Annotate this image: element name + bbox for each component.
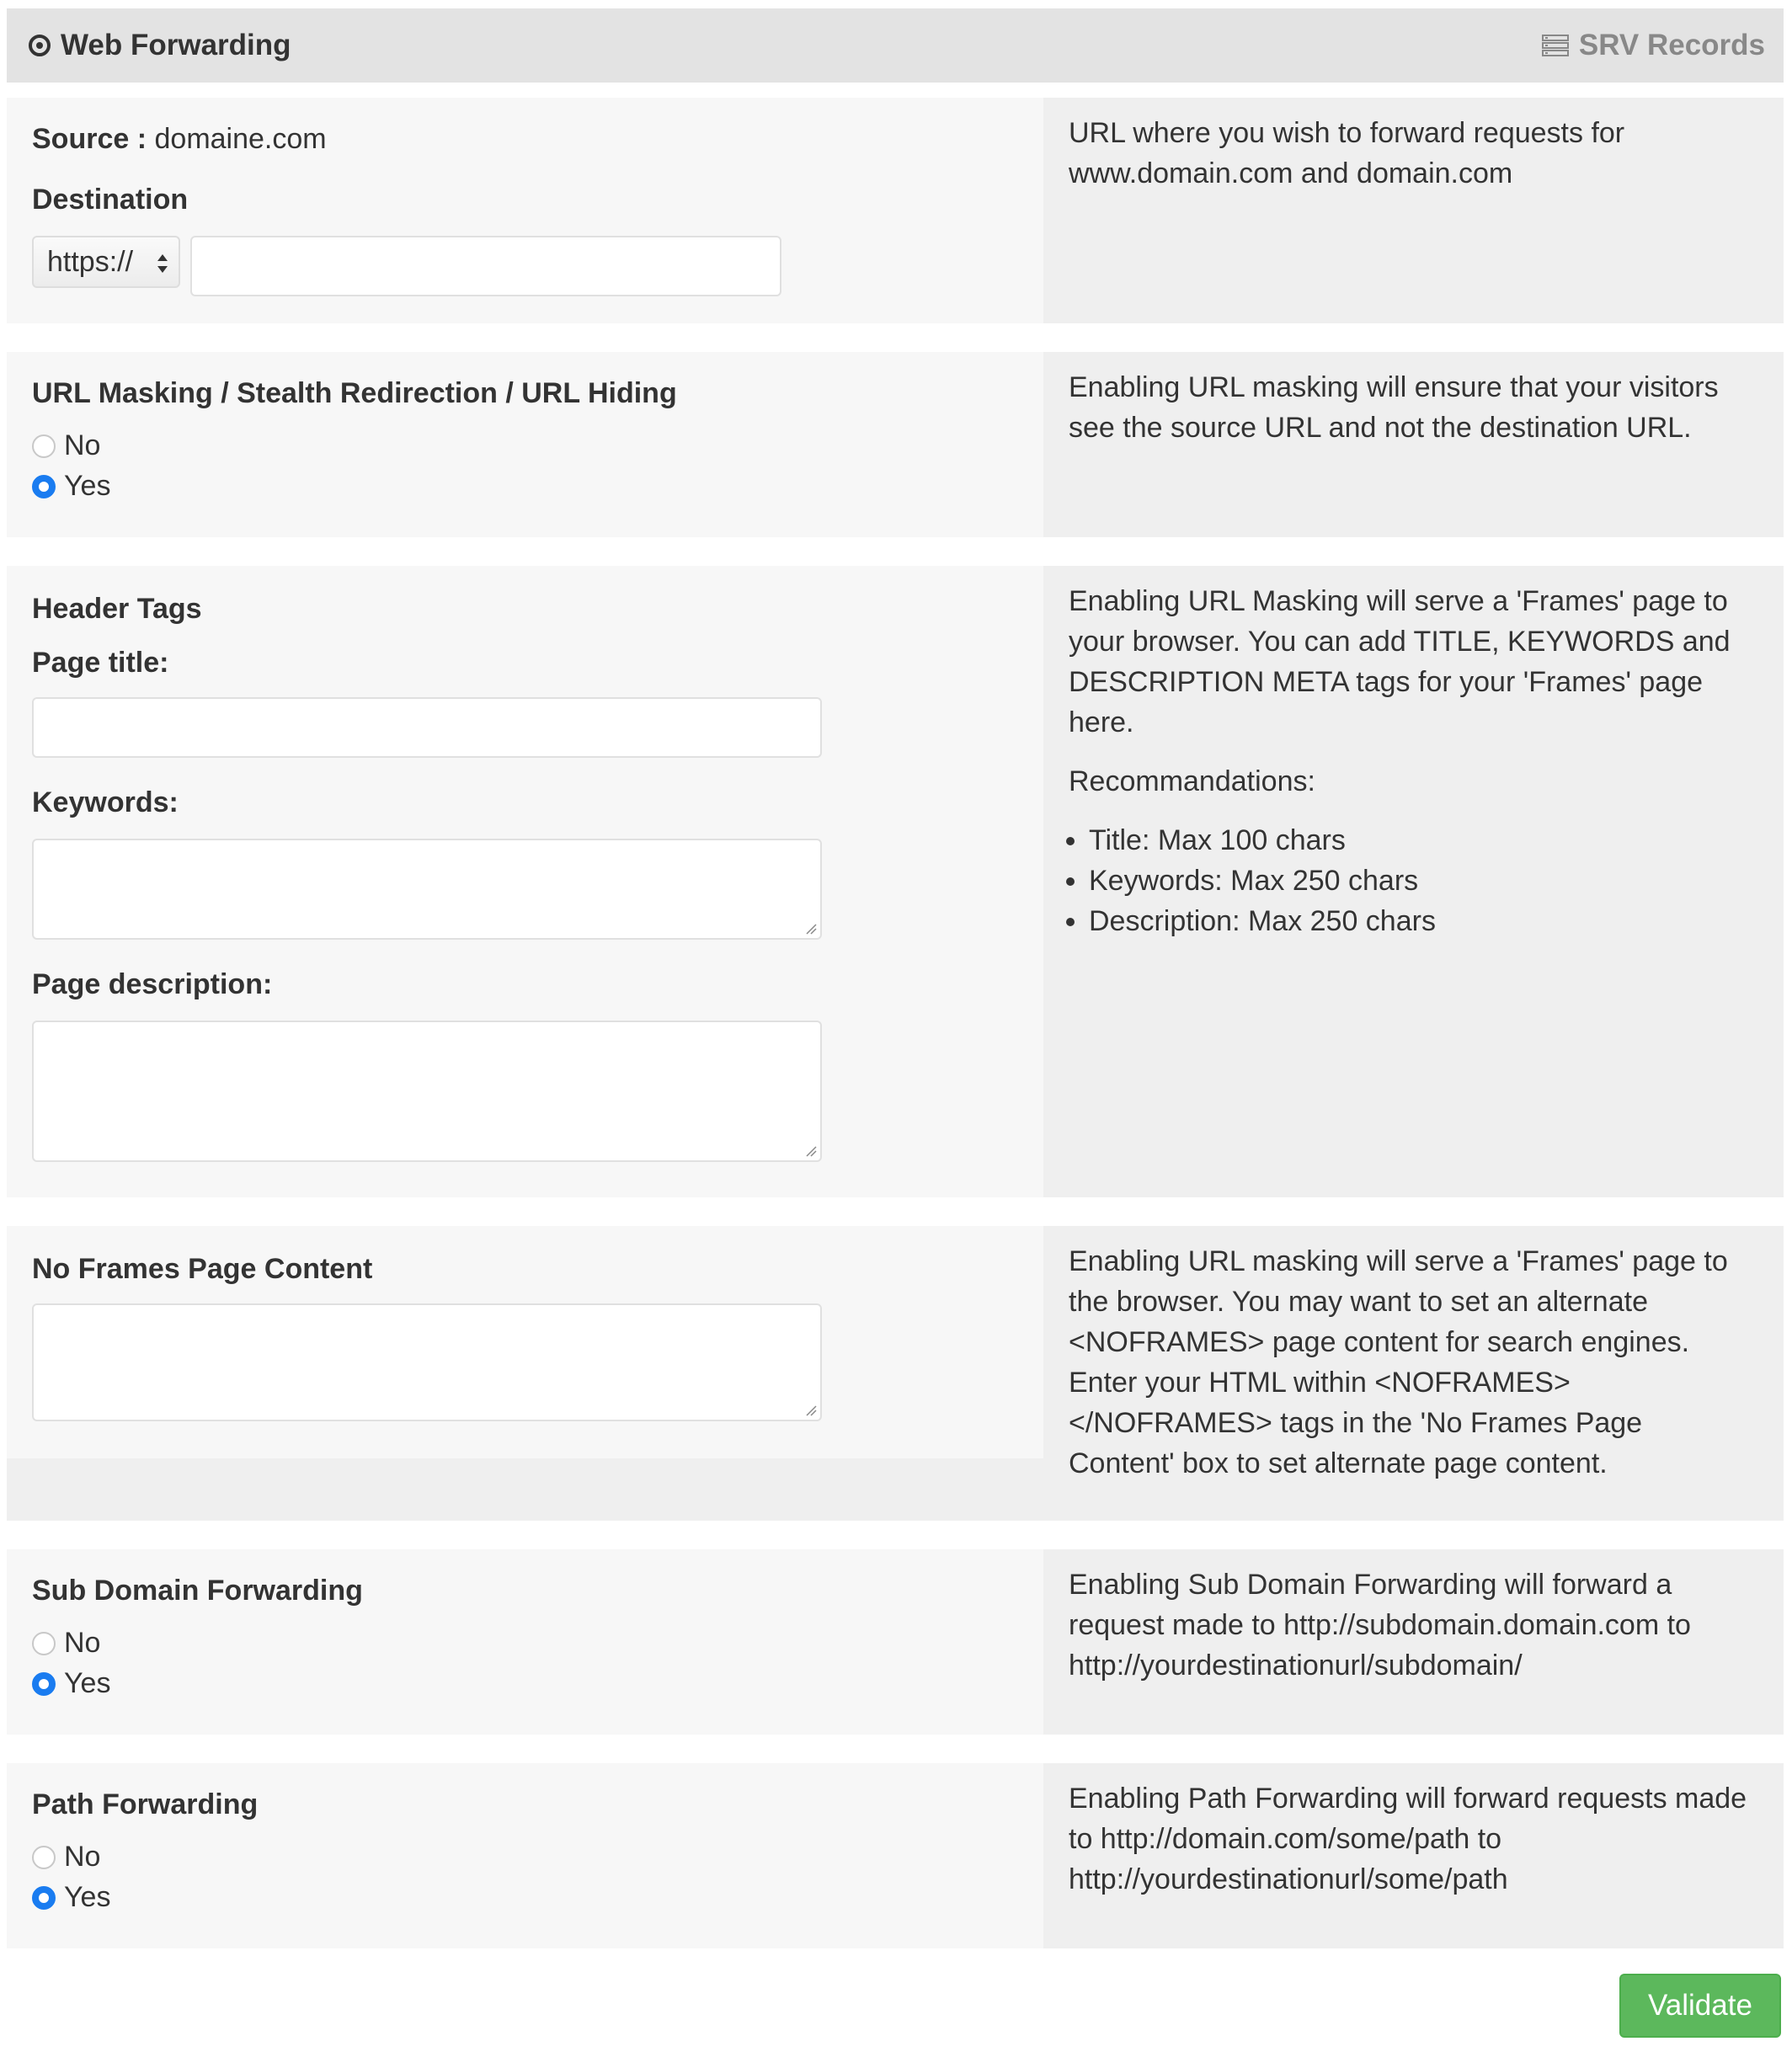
server-icon bbox=[1542, 35, 1569, 56]
path-forwarding-help bbox=[1043, 1763, 1784, 1948]
keywords-label: Keywords: bbox=[32, 786, 179, 818]
path-forwarding-form bbox=[7, 1763, 1043, 1948]
url-masking-no-radio[interactable] bbox=[32, 434, 56, 458]
destination-section bbox=[7, 98, 1784, 323]
keywords-textarea[interactable] bbox=[32, 839, 822, 940]
srv-records-link[interactable] bbox=[1542, 29, 1765, 62]
noframes-help-text: Enabling URL masking will serve a 'Frames' page to the browser. You may want to set an alternate <NOFRAMES> page content for search engines. Enter your HTML within <NOFRAMES> </NOFRAMES> tags in the 'No Frames Page Content' box to set alternate page content. bbox=[1069, 1245, 1728, 1479]
url-masking-help-text: Enabling URL masking will ensure that your visitors see the source URL and not the destination URL. bbox=[1069, 371, 1719, 444]
resize-grip-icon[interactable] bbox=[805, 1404, 817, 1416]
path-no-label: No bbox=[64, 1841, 101, 1873]
source-label: Source : bbox=[32, 123, 147, 155]
noframes-help bbox=[1043, 1226, 1784, 1521]
page-title-input[interactable] bbox=[32, 697, 822, 758]
url-masking-no-option[interactable] bbox=[32, 429, 100, 462]
header-tags-form bbox=[7, 566, 1043, 1197]
subdomain-forwarding-help bbox=[1043, 1549, 1784, 1735]
path-yes-option[interactable] bbox=[32, 1881, 110, 1914]
path-yes-radio[interactable] bbox=[32, 1886, 56, 1910]
resize-grip-icon[interactable] bbox=[805, 923, 817, 935]
noframes-textarea[interactable] bbox=[32, 1303, 822, 1421]
url-masking-title: URL Masking / Stealth Redirection / URL Hiding bbox=[32, 377, 677, 409]
destination-help-text: URL where you wish to forward requests for www.domain.com and domain.com bbox=[1069, 117, 1625, 189]
validate-button[interactable]: Validate bbox=[1619, 1974, 1781, 2038]
subdomain-yes-radio[interactable] bbox=[32, 1672, 56, 1696]
subdomain-forwarding-form bbox=[7, 1549, 1043, 1735]
recommendations-label: Recommandations: bbox=[1069, 765, 1315, 797]
noframes-section bbox=[7, 1226, 1784, 1521]
panel-header bbox=[7, 8, 1784, 83]
subdomain-yes-option[interactable] bbox=[32, 1667, 110, 1700]
recommendations-list bbox=[1069, 820, 1752, 941]
path-yes-label: Yes bbox=[64, 1881, 111, 1913]
url-masking-form bbox=[7, 352, 1043, 537]
header-tags-help-text: Enabling URL Masking will serve a 'Frames' page to your browser. You can add TITLE, KEYWORDS and DESCRIPTION META tags for your 'Frames' page here. bbox=[1069, 585, 1731, 738]
page-description-textarea[interactable] bbox=[32, 1021, 822, 1162]
subdomain-forwarding-help-text: Enabling Sub Domain Forwarding will forward a request made to http://subdomain.domain.com to http://yourdestinationurl/subdomain/ bbox=[1069, 1569, 1691, 1682]
url-masking-help bbox=[1043, 352, 1784, 537]
protocol-value: https:// bbox=[47, 245, 134, 278]
noframes-title: No Frames Page Content bbox=[32, 1253, 373, 1285]
source-row bbox=[32, 123, 327, 156]
noframes-form bbox=[7, 1226, 1043, 1521]
subdomain-forwarding-title: Sub Domain Forwarding bbox=[32, 1575, 363, 1607]
source-value: domaine.com bbox=[154, 123, 327, 155]
path-forwarding-help-text: Enabling Path Forwarding will forward requests made to http://domain.com/some/path to http://yourdestinationurl/some/path bbox=[1069, 1783, 1747, 1895]
page-title-label: Page title: bbox=[32, 647, 169, 679]
destination-label: Destination bbox=[32, 184, 189, 216]
subdomain-yes-label: Yes bbox=[64, 1667, 111, 1699]
path-no-radio[interactable] bbox=[32, 1846, 56, 1869]
subdomain-no-option[interactable] bbox=[32, 1627, 100, 1660]
header-tags-title: Header Tags bbox=[32, 593, 202, 625]
destination-url-input[interactable] bbox=[190, 236, 781, 296]
url-masking-yes-radio[interactable] bbox=[32, 475, 56, 498]
panel-title bbox=[29, 29, 291, 62]
recommendation-item: • Keywords: Max 250 chars bbox=[1089, 861, 1752, 901]
path-no-option[interactable] bbox=[32, 1841, 100, 1873]
record-icon bbox=[29, 35, 51, 56]
subdomain-no-radio[interactable] bbox=[32, 1632, 56, 1655]
path-forwarding-title: Path Forwarding bbox=[32, 1788, 259, 1820]
url-masking-yes-option[interactable] bbox=[32, 470, 110, 503]
header-tags-help bbox=[1043, 566, 1784, 1197]
path-forwarding-section bbox=[7, 1763, 1784, 1948]
url-masking-no-label: No bbox=[64, 429, 101, 461]
srv-records-label: SRV Records bbox=[1578, 29, 1765, 61]
select-arrows-icon bbox=[157, 251, 168, 276]
resize-grip-icon[interactable] bbox=[805, 1145, 817, 1157]
header-tags-section bbox=[7, 566, 1784, 1197]
recommendation-item: • Title: Max 100 chars bbox=[1089, 820, 1752, 861]
url-masking-section bbox=[7, 352, 1784, 537]
page-description-label: Page description: bbox=[32, 968, 273, 1000]
panel-title-text: Web Forwarding bbox=[61, 29, 291, 61]
recommendation-item: • Description: Max 250 chars bbox=[1089, 901, 1752, 941]
destination-form bbox=[7, 98, 1043, 323]
subdomain-no-label: No bbox=[64, 1627, 101, 1659]
url-masking-yes-label: Yes bbox=[64, 470, 111, 502]
protocol-select[interactable] bbox=[32, 236, 180, 288]
subdomain-forwarding-section bbox=[7, 1549, 1784, 1735]
destination-help bbox=[1043, 98, 1784, 323]
